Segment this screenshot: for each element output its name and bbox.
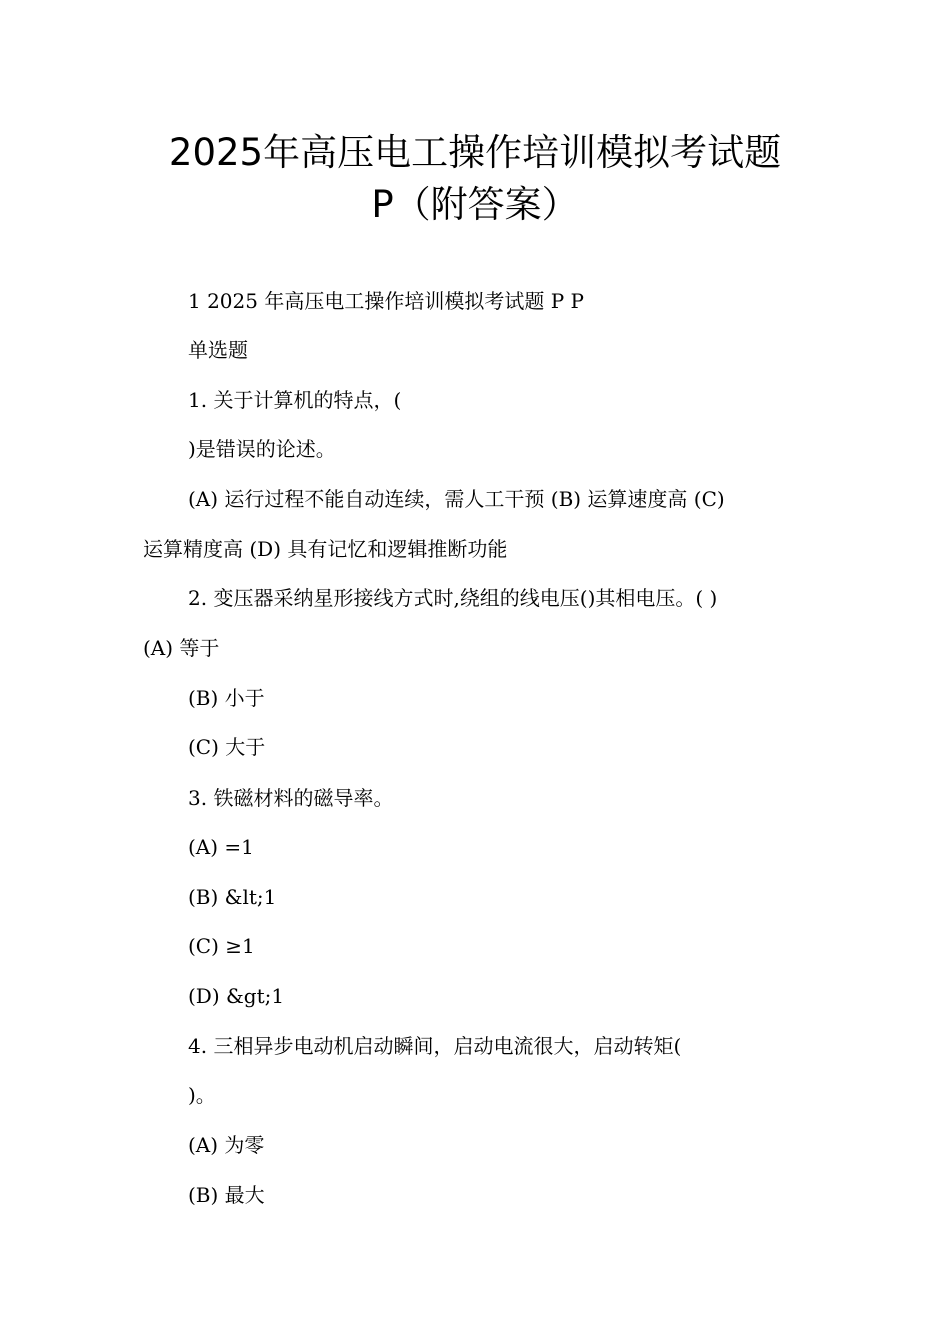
question-1-options-cont: 运算精度高 (D) 具有记忆和逻辑推断功能 (143, 537, 508, 561)
question-3-text: 3. 铁磁材料的磁导率。 (188, 786, 394, 810)
question-1-options: (A) 运行过程不能自动连续，需人工干预 (B) 运算速度高 (C) (188, 487, 725, 511)
section-heading: 单选题 (188, 338, 248, 362)
question-3-option-a: (A) =1 (188, 835, 254, 859)
question-2-text: 2. 变压器采纳星形接线方式时,绕组的线电压()其相电压。( ) (188, 586, 718, 610)
document-title-line-1: 2025年高压电工操作培训模拟考试题 (168, 131, 782, 174)
document-title-line-2: P（附答案） (371, 183, 579, 226)
question-2-option-a: (A) 等于 (143, 636, 220, 660)
question-4-option-a: (A) 为零 (188, 1133, 265, 1157)
question-4-option-b: (B) 最大 (188, 1183, 265, 1207)
question-3-option-d: (D) &gt;1 (188, 984, 285, 1008)
question-1-text: 1. 关于计算机的特点，( (188, 388, 402, 412)
document-subtitle: 1 2025 年高压电工操作培训模拟考试题 P P (188, 289, 584, 313)
question-1-text-cont: )是错误的论述。 (188, 437, 336, 461)
question-3-option-c: (C) ≥1 (188, 934, 255, 958)
question-4-text-cont: )。 (188, 1083, 216, 1107)
question-4-text: 4. 三相异步电动机启动瞬间，启动电流很大，启动转矩( (188, 1034, 682, 1058)
question-2-option-b: (B) 小于 (188, 686, 265, 710)
question-2-option-c: (C) 大于 (188, 735, 266, 759)
question-3-option-b: (B) &lt;1 (188, 885, 277, 909)
